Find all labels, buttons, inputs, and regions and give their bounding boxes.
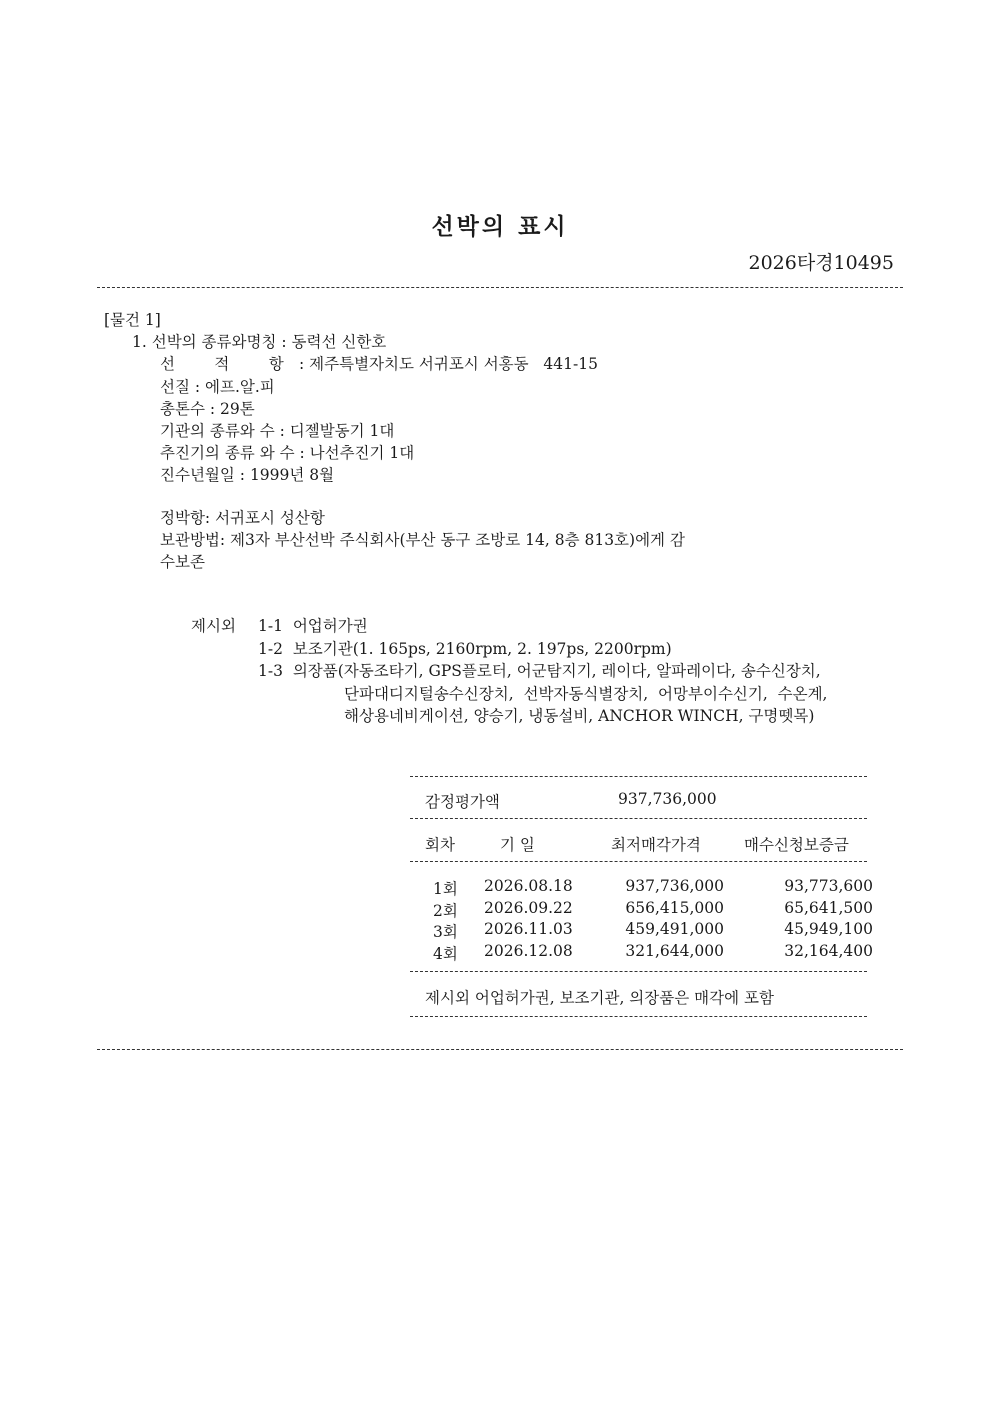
column-header: 회차 <box>425 836 455 854</box>
column-header: 최저매각가격 <box>611 836 701 854</box>
table-cell: 2026.11.03 <box>484 920 573 938</box>
item-header: [물건 1] <box>104 311 161 329</box>
table-note: 제시외 어업허가권, 보조기관, 의장품은 매각에 포함 <box>425 989 774 1007</box>
table-cell: 1회 <box>433 880 458 898</box>
exclusion-item-2: 1-2 보조기관(1. 165ps, 2160rpm, 2. 197ps, 2200rpm) <box>258 640 672 658</box>
vessel-material: 선질 : 에프.알.피 <box>160 378 275 396</box>
bottom-divider <box>97 1049 903 1050</box>
table-cell: 2026.09.22 <box>484 899 573 917</box>
exclusion-item-1: 1-1 어업허가권 <box>258 617 368 635</box>
vessel-launch-date: 진수년월일 : 1999년 8월 <box>160 466 335 484</box>
vessel-type-name: 1. 선박의 종류와명칭 : 동력선 신한호 <box>132 333 387 351</box>
table-divider <box>410 818 867 819</box>
table-divider <box>410 776 867 777</box>
exclusions-label: 제시외 <box>191 617 236 635</box>
case-number: 2026타경10495 <box>748 252 894 274</box>
vessel-engine: 기관의 종류와 수 : 디젤발동기 1대 <box>160 422 395 440</box>
column-header: 기 일 <box>500 836 535 854</box>
custody-method-cont: 수보존 <box>160 553 205 571</box>
table-cell: 2026.12.08 <box>484 942 573 960</box>
table-divider <box>410 1016 867 1017</box>
table-cell: 4회 <box>433 945 458 963</box>
column-header: 매수신청보증금 <box>744 836 849 854</box>
exclusion-item-3-cont2: 해상용네비게이션, 양승기, 냉동설비, ANCHOR WINCH, 구명뗏목) <box>344 707 815 725</box>
table-divider <box>410 861 867 862</box>
table-cell: 32,164,400 <box>784 942 873 960</box>
custody-method: 보관방법: 제3자 부산선박 주식회사(부산 동구 조방로 14, 8층 813호)에게 감 <box>160 531 685 549</box>
table-cell: 3회 <box>433 923 458 941</box>
page-title: 선박의 표시 <box>431 213 569 240</box>
table-cell: 65,641,500 <box>784 899 873 917</box>
vessel-tonnage: 총톤수 : 29톤 <box>160 400 255 418</box>
table-cell: 321,644,000 <box>625 942 724 960</box>
vessel-propulsion: 추진기의 종류 와 수 : 나선추진기 1대 <box>160 444 415 462</box>
table-cell: 2026.08.18 <box>484 877 573 895</box>
port-label: 선 적 항 <box>160 355 284 373</box>
table-cell: 93,773,600 <box>784 877 873 895</box>
table-cell: 2회 <box>433 902 458 920</box>
table-cell: 656,415,000 <box>625 899 724 917</box>
exclusion-item-3: 1-3 의장품(자동조타기, GPS플로터, 어군탐지기, 레이다, 알파레이다, 송수신장치, <box>258 662 821 680</box>
port-value: : 제주특별자치도 서귀포시 서홍동 441-15 <box>299 355 598 373</box>
table-divider <box>410 971 867 972</box>
exclusion-item-3-cont: 단파대디지털송수신장치, 선박자동식별장치, 어망부이수신기, 수온계, <box>344 685 828 703</box>
appraisal-label: 감정평가액 <box>425 793 500 811</box>
appraisal-value: 937,736,000 <box>618 790 717 808</box>
table-cell: 45,949,100 <box>784 920 873 938</box>
table-cell: 459,491,000 <box>625 920 724 938</box>
table-cell: 937,736,000 <box>625 877 724 895</box>
top-divider <box>97 287 903 288</box>
mooring-port: 정박항: 서귀포시 성산항 <box>160 509 325 527</box>
